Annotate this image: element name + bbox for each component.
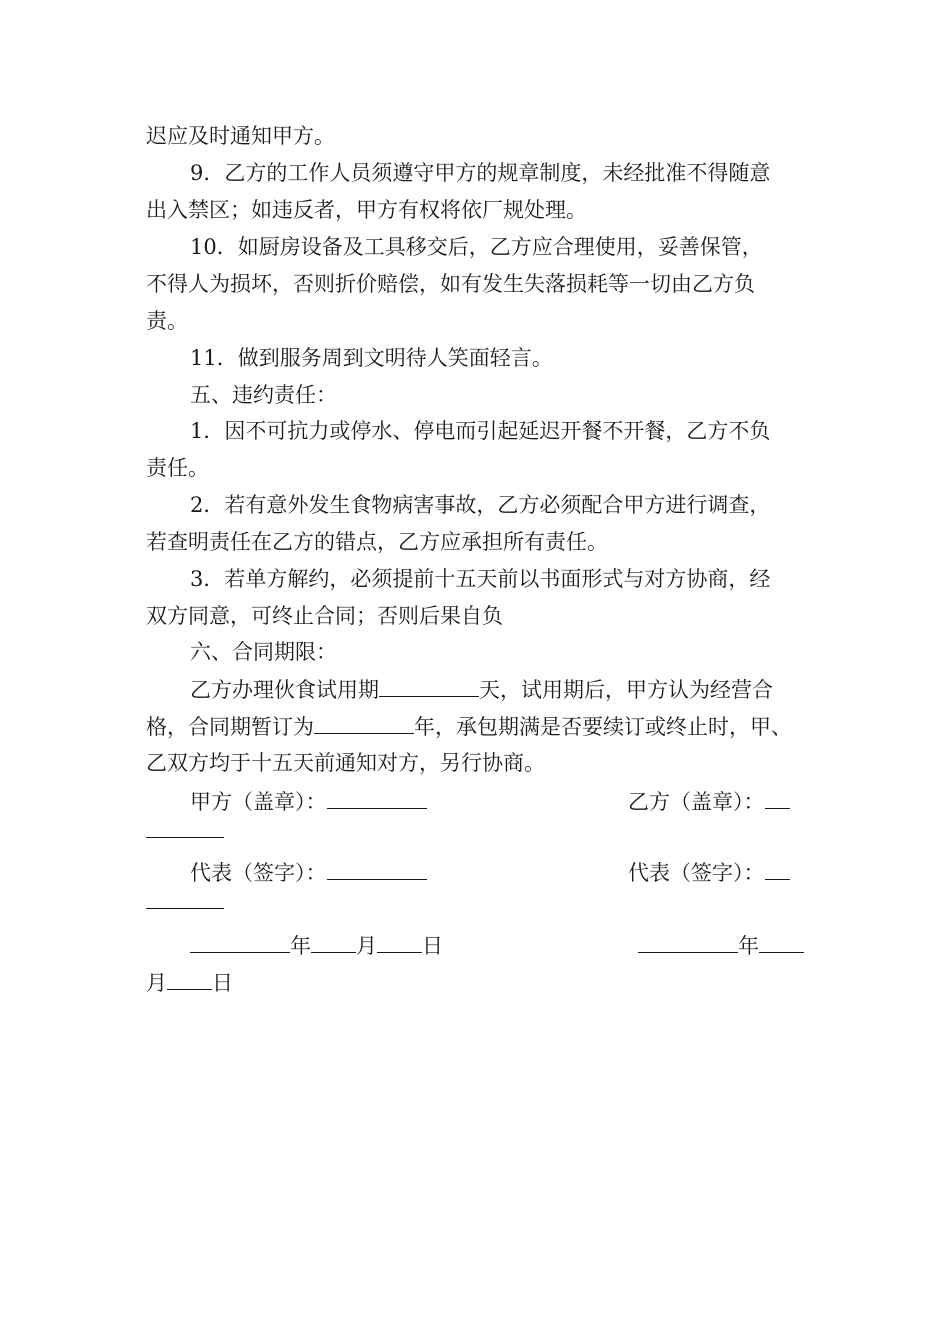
party-a-rep (190, 857, 427, 888)
party-b-rep-blank[interactable] (765, 857, 790, 880)
breach-2-line-1: 2．若有意外发生食物病害事故，乙方必须配合甲方进行调查， (190, 493, 771, 517)
party-b-rep (628, 857, 790, 888)
term-text: 格，合同期暂订为 (146, 715, 314, 739)
party-a-rep-label: 代表（签字）： (190, 861, 327, 885)
clause-10-line-1: 10．如厨房设备及工具移交后，乙方应合理使用，妥善保管， (190, 235, 763, 259)
party-b-seal-blank-2[interactable] (146, 815, 224, 838)
term-line-3: 乙双方均于十五天前通知对方，另行协商。 (146, 751, 545, 775)
party-a-month-blank[interactable] (311, 930, 356, 953)
breach-3-line-1: 3．若单方解约，必须提前十五天前以书面形式与对方协商，经 (190, 567, 771, 591)
clause-10-line-2: 不得人为损坏，否则折价赔偿，如有发生失落损耗等一切由乙方负 (146, 272, 755, 296)
section-6-heading: 六、合同期限： (190, 640, 337, 664)
party-a-date (190, 930, 443, 961)
party-b-year-blank[interactable] (638, 930, 738, 953)
clause-11: 11．做到服务周到文明待人笑面轻言。 (190, 346, 553, 370)
party-b-seal-label: 乙方（盖章）： (628, 790, 765, 814)
party-b-date (638, 930, 804, 961)
contract-years-blank[interactable] (314, 711, 414, 734)
party-b-seal (628, 786, 790, 817)
breach-2-line-2: 若查明责任在乙方的错点，乙方应承担所有责任。 (146, 530, 608, 554)
party-b-seal-blank-cont (146, 815, 224, 846)
day-label: 日 (422, 934, 443, 958)
party-a-rep-blank[interactable] (327, 857, 427, 880)
party-a-seal (190, 786, 427, 817)
term-line-1 (190, 674, 773, 705)
term-text: 天，试用期后，甲方认为经营合 (479, 678, 773, 702)
party-b-rep-blank-cont (146, 886, 224, 917)
party-b-rep-label: 代表（签字）： (628, 861, 765, 885)
term-line-2 (146, 711, 792, 742)
party-a-day-blank[interactable] (377, 930, 422, 953)
month-label: 月 (146, 971, 167, 995)
term-text: 年，承包期满是否要续订或终止时，甲、 (414, 715, 792, 739)
year-label: 年 (290, 934, 311, 958)
party-b-rep-blank-2[interactable] (146, 886, 224, 909)
party-a-seal-label: 甲方（盖章）： (190, 790, 327, 814)
party-a-seal-blank[interactable] (327, 786, 427, 809)
breach-1-line-2: 责任。 (146, 456, 209, 480)
breach-3-line-2: 双方同意，可终止合同；否则后果自负 (146, 604, 503, 628)
term-text: 乙方办理伙食试用期 (190, 678, 379, 702)
breach-1-line-1: 1．因不可抗力或停水、停电而引起延迟开餐不开餐，乙方不负 (190, 419, 771, 443)
clause-10-line-3: 责。 (146, 309, 188, 333)
clause-9-line-1: 9．乙方的工作人员须遵守甲方的规章制度，未经批准不得随意 (190, 161, 771, 185)
party-a-year-blank[interactable] (190, 930, 290, 953)
year-label: 年 (738, 934, 759, 958)
party-b-seal-blank[interactable] (765, 786, 790, 809)
month-label: 月 (356, 934, 377, 958)
section-5-heading: 五、违约责任： (190, 383, 337, 407)
party-b-date-cont (146, 967, 233, 998)
trial-days-blank[interactable] (379, 674, 479, 697)
party-b-day-blank[interactable] (167, 967, 212, 990)
clause-9-line-2: 出入禁区；如违反者，甲方有权将依厂规处理。 (146, 198, 587, 222)
party-b-month-blank[interactable] (759, 930, 804, 953)
paragraph-line: 迟应及时通知甲方。 (146, 124, 335, 148)
day-label: 日 (212, 971, 233, 995)
